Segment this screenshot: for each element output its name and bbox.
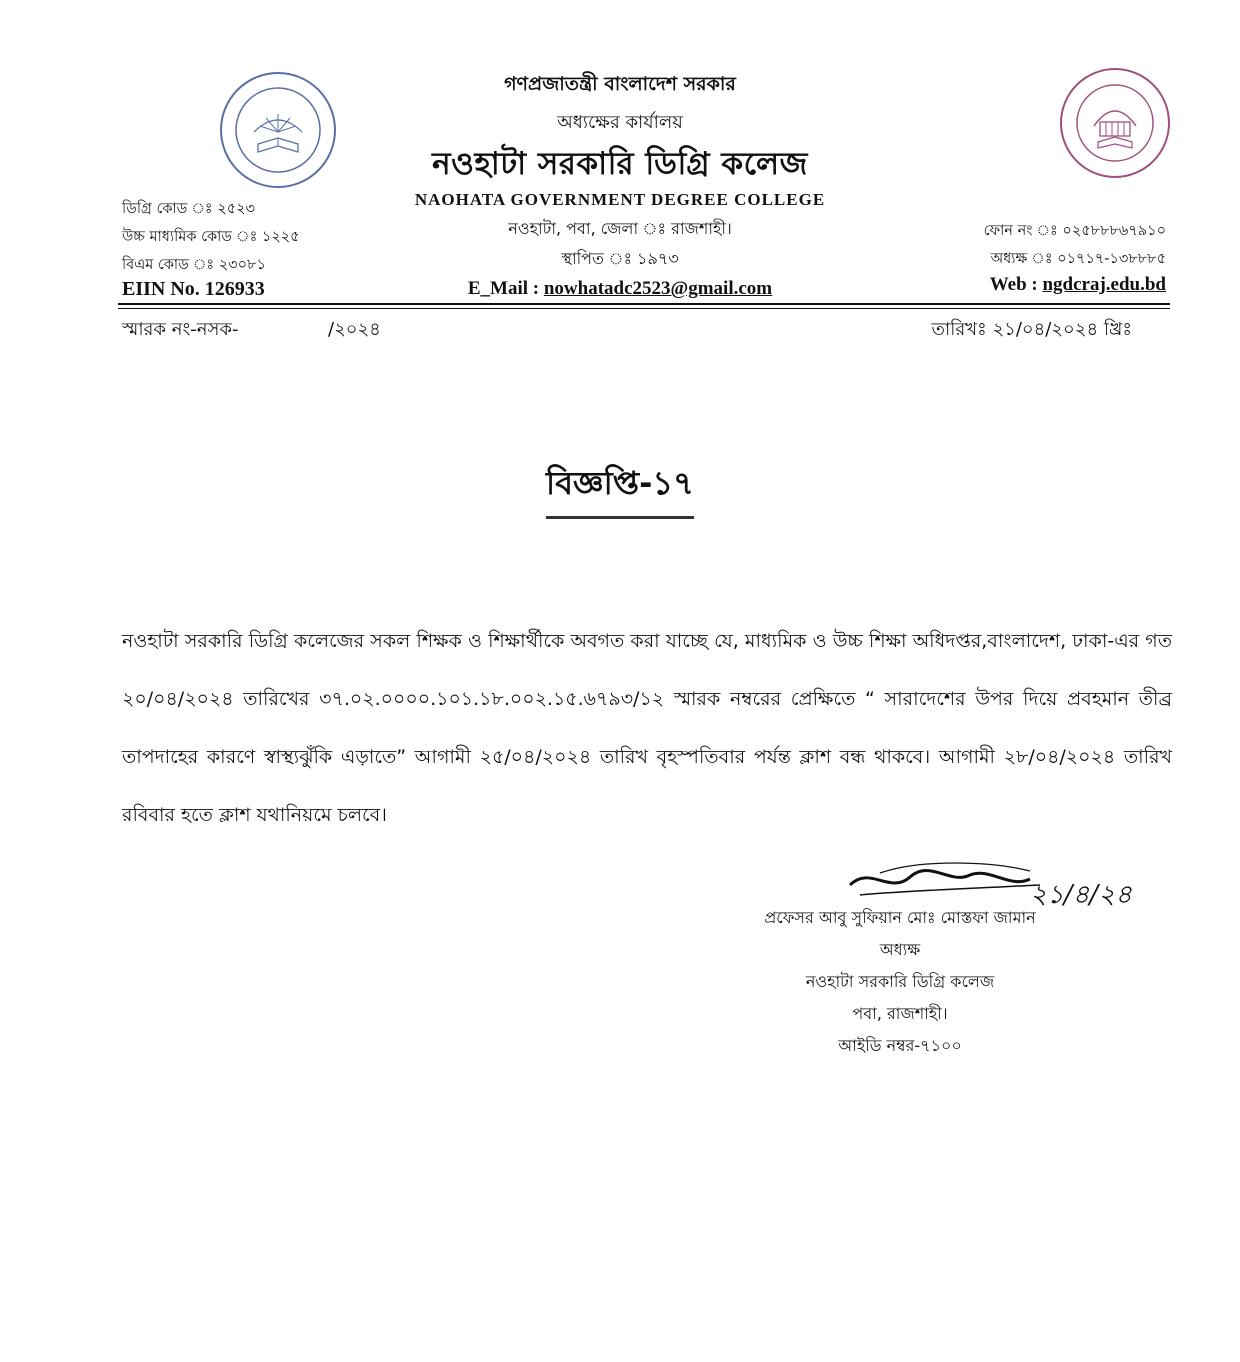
notice-body: নওহাটা সরকারি ডিগ্রি কলেজের সকল শিক্ষক ও শিক্ষার্থীকে অবগত করা যাচ্ছে যে, মাধ্যমিক ও উচ্চ শিক্ষা অধিদপ্তর,বাংলাদেশ, ঢাকা-এর গত ২০/০৪/২০২৪ তারিখের ৩৭.০২.০০০০.১০১.১৮.০০২.১৫.৬৭৯৩/১২ স্মারক নম্বরের প্রেক্ষিতে “ সারাদেশের উপর দিয়ে প্রবহমান তীব্র তাপদাহের কারণে স্বাস্থ্যঝুঁকি এড়াতে” আগামী ২৫/০৪/২০২৪ তারিখ বৃহস্পতিবার পর্যন্ত ক্লাশ বন্ধ থাকবে। আগামী ২৮/০৪/২০২৪ তারিখ রবিবার হতে ক্লাশ যথানিয়মে চলবে। [122, 630, 1172, 826]
phone-number: ফোন নং ঃ ০২৫৮৮৮৬৭৯১০ [983, 223, 1166, 239]
website-label: Web : [989, 274, 1038, 295]
header-divider-thick [118, 303, 1170, 305]
website-address[interactable]: ngdcraj.edu.bd [1042, 274, 1166, 295]
signature-block [700, 902, 1100, 1062]
memo-year: /২০২৪ [328, 319, 381, 340]
signatory-id: আইডি নম্বর-৭১০০ [838, 1036, 962, 1055]
college-name-bengali: নওহাটা সরকারি ডিগ্রি কলেজ [432, 146, 808, 182]
notice-title: বিজ্ঞপ্তি-১৭ [546, 458, 694, 519]
established-year: স্থাপিত ঃ ১৯৭৩ [561, 249, 679, 268]
email-address[interactable]: nowhatadc2523@gmail.com [543, 278, 773, 299]
bm-code: বিএম কোড ঃ ২৩০৮১ [122, 257, 266, 273]
hsc-code: উচ্চ মাধ্যমিক কোড ঃ ১২২৫ [122, 229, 300, 245]
college-address: নওহাটা, পবা, জেলা ঃ রাজশাহী। [508, 219, 732, 238]
memo-number: স্মারক নং-নসক- [122, 319, 239, 340]
degree-code: ডিগ্রি কোড ঃ ২৫২৩ [122, 201, 255, 217]
notice-title-wrap [0, 458, 1240, 519]
office-name: অধ্যক্ষের কার্যালয় [557, 112, 683, 133]
eiin-number: EIIN No. 126933 [122, 278, 265, 300]
website-line [990, 274, 1166, 296]
signatory-college: নওহাটা সরকারি ডিগ্রি কলেজ [805, 972, 995, 991]
college-name-english: NAOHATA GOVERNMENT DEGREE COLLEGE [414, 190, 826, 209]
header-divider-thin [118, 308, 1170, 309]
signatory-location: পবা, রাজশাহী। [852, 1004, 948, 1023]
government-name: গণপ্রজাতন্ত্রী বাংলাদেশ সরকার [504, 73, 736, 95]
handwritten-date: ২১/৪/২৪ [1030, 880, 1132, 910]
signatory-name: প্রফেসর আবু সুফিয়ান মোঃ মোস্তফা জামান [764, 908, 1036, 927]
principal-phone: অধ্যক্ষ ঃ ০১৭১৭-১৩৮৮৮৫ [990, 251, 1166, 267]
memo-date: তারিখঃ ২১/০৪/২০২৪ খ্রিঃ [931, 319, 1132, 340]
signatory-designation: অধ্যক্ষ [879, 940, 921, 959]
email-label: E_Mail : [467, 278, 540, 299]
